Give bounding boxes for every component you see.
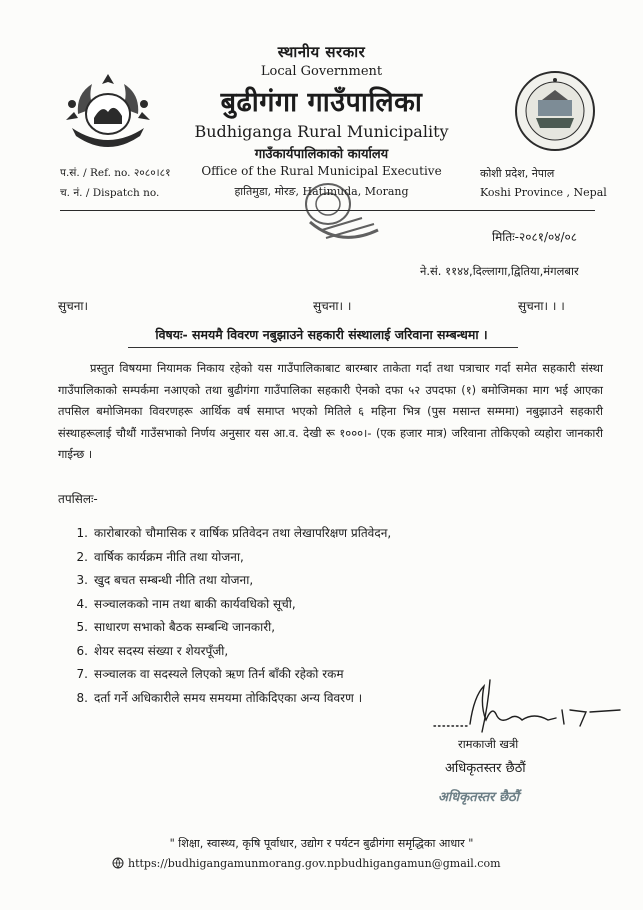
list-item: 8. दर्ता गर्ने अधिकारीले समय समयमा तोकिदिएका अन्य विवरण । [76, 690, 363, 705]
office-name-np: गाउँकार्यपालिकाको कार्यालय [254, 147, 389, 162]
signer-name: रामकाजी खत्री [458, 737, 519, 751]
list-item: 1. कारोबारको चौमासिक र वार्षिक प्रतिवेदन तथा लेखापरिक्षण प्रतिवेदन, [76, 526, 392, 540]
nepal-sambat-date: ने.सं. ११४४,दिल्लागा,द्वितिया,मंगलबार [420, 264, 579, 278]
body-paragraph: प्रस्तुत विषयमा नियामक निकाय रहेको यस गाउँपालिकाबाट बारम्बार ताकेता गर्दा तथा पत्राचार गर्दा समेत सहकारी संस्था गाउँपालिकाको सम्पर्कमा नआएको तथा बुढीगंगा गाउँपालिका सहकारी ऐनको दफा ५२ उपदफा (१) बमोजिमका माग भई आएका तपसिल बमोजिमका विवरणहरू आर्थिक वर्ष समाप्त भएको मितिले ६ महिना भित्र (पुस मसान्त सम्ममा) नबुझाउने सहकारी संस्थाहरूलाई चौथौं गाउँसभाको निर्णय अनुसार यस आ.व. देखी रू १०००।- (एक हजार मात्र) जरिवाना तोकिएको व्यहोरा जानकारी गाईन्छ । [58, 361, 603, 461]
signer-designation: अधिकृतस्तर छैठौं [445, 761, 526, 776]
handwritten-signature [430, 676, 630, 736]
notice-label-2: सुचना। । [313, 299, 352, 313]
footer-contact [112, 857, 501, 870]
list-item: 2. वार्षिक कार्यक्रम नीति तथा योजना, [76, 549, 244, 564]
subject-underline [128, 347, 518, 348]
local-government-np: स्थानीय सरकार [277, 43, 366, 61]
dispatch-number: च. नं. / Dispatch no. [60, 187, 160, 199]
list-item: 7. सञ्चालक वा सदस्यले लिएको ऋण तिर्न बाँकी रहेको रकम [76, 667, 344, 681]
notice-label-3: सुचना। । । [518, 299, 565, 313]
letter-subject: विषयः- समयमै विवरण नबुझाउने सहकारी संस्थालाई जरिवाना सम्बन्धमा । [155, 327, 488, 342]
office-stamp [292, 178, 388, 250]
local-government-en: Local Government [260, 64, 383, 79]
municipality-name-en: Budhiganga Rural Municipality [194, 122, 449, 141]
website-email-link[interactable]: https://budhigangamunmorang.gov.npbudhigangamun@gmail.com [128, 857, 501, 870]
list-item: 3. खुद बचत सम्बन्धी नीति तथा योजना, [76, 573, 254, 587]
list-item: 4. सञ्चालकको नाम तथा बाकी कार्यवधिको सूची, [76, 596, 296, 611]
list-item: 5. साधारण सभाको बैठक सम्बन्धि जानकारी, [76, 620, 276, 634]
globe-icon [112, 857, 124, 869]
list-item: 6. शेयर सदस्य संख्या र शेयरपूँजी, [76, 643, 229, 658]
designation-stamp: अधिकृतस्तर छैठौं [438, 790, 520, 805]
office-address: हातिमुडा, मोरङ, Hatimuda, Morang [234, 185, 409, 198]
province-en: Koshi Province , Nepal [480, 186, 607, 199]
province-np: कोशी प्रदेश, नेपाल [480, 167, 555, 180]
reference-number: प.सं. / Ref. no. २०८०।८१ [60, 167, 171, 179]
details-label: तपसिलः- [58, 492, 98, 506]
municipality-name-np: बुढीगंगा गाउँपालिका [220, 87, 423, 118]
letter-date: मितिः-२०८१/०४/०८ [492, 230, 577, 244]
notice-label-1: सुचना। [58, 299, 89, 313]
footer-slogan: " शिक्षा, स्वास्थ्य, कृषि पूर्वाधार, उद्योग र पर्यटन बुढीगंगा समृद्धिका आधार " [169, 837, 474, 850]
office-name-en: Office of the Rural Municipal Executive [201, 164, 442, 178]
